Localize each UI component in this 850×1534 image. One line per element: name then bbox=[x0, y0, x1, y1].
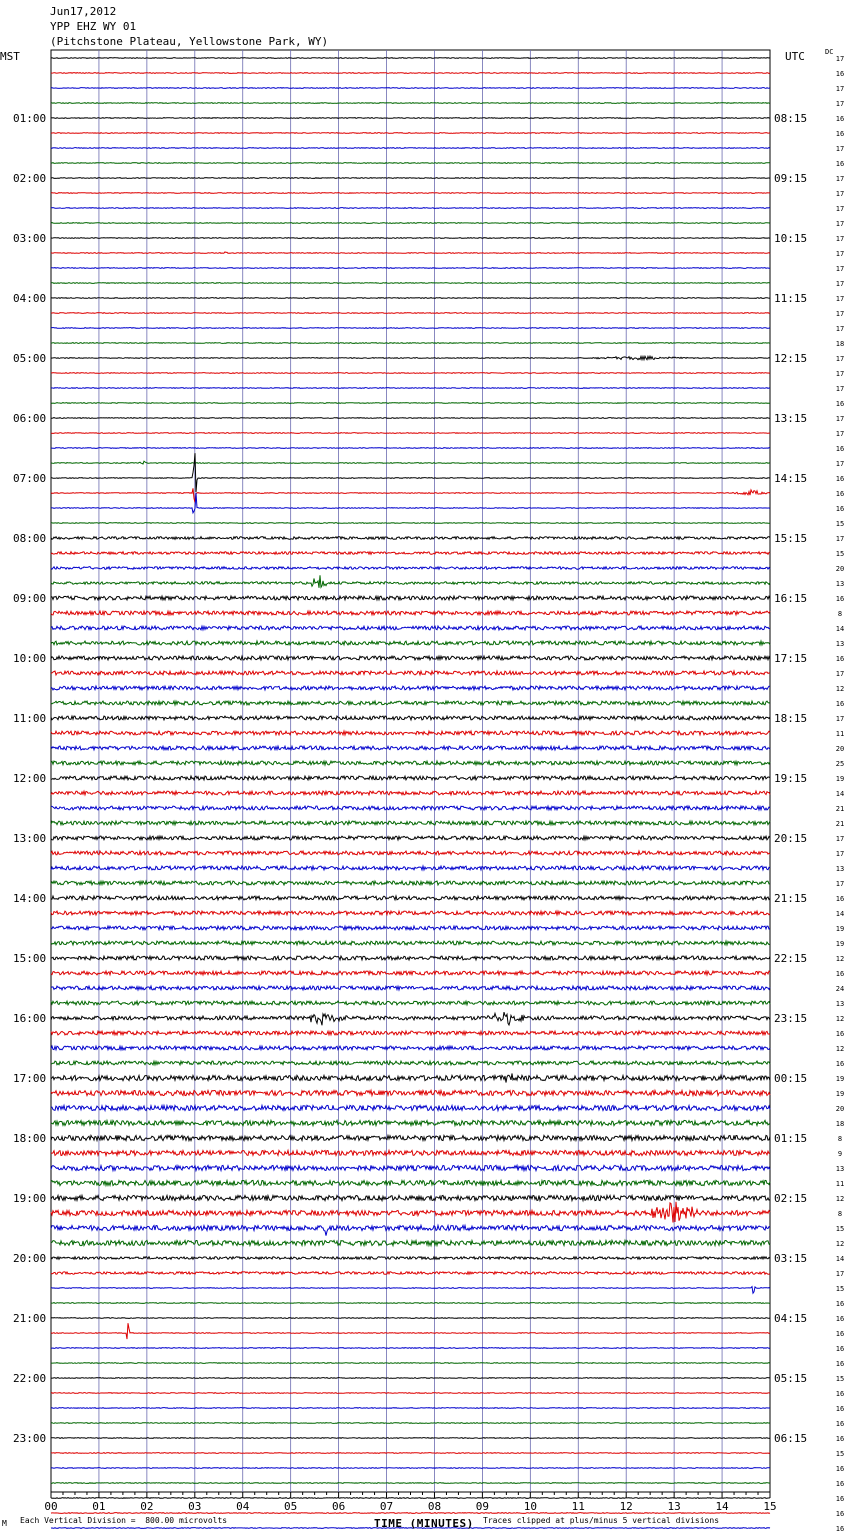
dc-offset-label: 20 bbox=[835, 1105, 845, 1113]
trace-line bbox=[51, 1202, 770, 1223]
trace-line bbox=[51, 552, 770, 555]
dc-offset-label: 12 bbox=[835, 685, 845, 693]
dc-offset-label: 16 bbox=[835, 1510, 845, 1518]
trace-line bbox=[51, 1031, 770, 1035]
trace-line bbox=[51, 731, 770, 735]
right-hour-label: 18:15 bbox=[774, 712, 808, 725]
dc-offset-label: 16 bbox=[835, 1480, 845, 1488]
trace-line bbox=[51, 388, 770, 389]
dc-offset-label: 17 bbox=[835, 295, 845, 303]
right-hour-label: 00:15 bbox=[774, 1072, 808, 1085]
dc-offset-label: 16 bbox=[835, 1360, 845, 1368]
x-tick-label: 01 bbox=[92, 1500, 106, 1513]
trace-line bbox=[51, 1001, 770, 1005]
trace-line bbox=[51, 896, 770, 900]
dc-offset-label: 12 bbox=[835, 1240, 845, 1248]
dc-offset-label: 16 bbox=[835, 1435, 845, 1443]
right-hour-label: 22:15 bbox=[774, 952, 808, 965]
trace-line bbox=[51, 926, 770, 930]
trace-line bbox=[51, 523, 770, 524]
right-hour-label: 03:15 bbox=[774, 1252, 808, 1265]
trace-line bbox=[51, 1257, 770, 1260]
dc-offset-label: 16 bbox=[835, 700, 845, 708]
trace-line bbox=[51, 1438, 770, 1439]
trace-line bbox=[51, 1287, 770, 1294]
right-hour-label: 19:15 bbox=[774, 772, 808, 785]
trace-line bbox=[51, 163, 770, 164]
dc-offset-label: 14 bbox=[835, 910, 845, 918]
trace-line bbox=[51, 575, 770, 588]
dc-offset-label: 20 bbox=[835, 745, 845, 753]
left-timezone-label: MST bbox=[0, 50, 20, 63]
dc-offset-label: 14 bbox=[835, 1255, 845, 1263]
left-hour-label: 10:00 bbox=[13, 652, 47, 665]
x-tick-label: 15 bbox=[763, 1500, 777, 1513]
trace-line bbox=[51, 1348, 770, 1349]
right-hour-label: 05:15 bbox=[774, 1372, 808, 1385]
trace-line bbox=[51, 686, 770, 690]
trace-line bbox=[51, 956, 770, 960]
dc-offset-label: 16 bbox=[835, 895, 845, 903]
dc-offset-label: 17 bbox=[835, 415, 845, 423]
dc-offset-label: 21 bbox=[835, 820, 845, 828]
dc-offset-label: 17 bbox=[835, 220, 845, 228]
trace-line bbox=[51, 1468, 770, 1469]
trace-line bbox=[51, 118, 770, 119]
dc-offset-label: 17 bbox=[835, 85, 845, 93]
trace-line bbox=[51, 1363, 770, 1364]
left-hour-label: 05:00 bbox=[13, 352, 47, 365]
trace-line bbox=[51, 73, 770, 74]
right-hour-label: 14:15 bbox=[774, 472, 808, 485]
trace-line bbox=[51, 88, 770, 89]
trace-line bbox=[51, 881, 770, 885]
trace-line bbox=[51, 103, 770, 104]
dc-offset-label: 16 bbox=[835, 1495, 845, 1503]
trace-line bbox=[51, 701, 770, 705]
trace-line bbox=[51, 208, 770, 209]
left-hour-label: 03:00 bbox=[13, 232, 47, 245]
trace-line bbox=[51, 1318, 770, 1319]
dc-offset-label: 16 bbox=[835, 1330, 845, 1338]
trace-line bbox=[51, 403, 770, 404]
trace-line bbox=[51, 851, 770, 855]
dc-offset-label: 16 bbox=[835, 1525, 845, 1533]
dc-offset-label: 16 bbox=[835, 1060, 845, 1068]
right-hour-label: 10:15 bbox=[774, 232, 808, 245]
right-hour-label: 06:15 bbox=[774, 1432, 808, 1445]
dc-offset-label: 19 bbox=[835, 1090, 845, 1098]
dc-offset-label: 17 bbox=[835, 205, 845, 213]
dc-offset-label: 13 bbox=[835, 865, 845, 873]
dc-offset-label: 15 bbox=[835, 1285, 845, 1293]
trace-line bbox=[51, 1105, 770, 1110]
dc-offset-label: 16 bbox=[835, 1030, 845, 1038]
station-location: (Pitchstone Plateau, Yellowstone Park, WY) bbox=[50, 35, 329, 48]
trace-line bbox=[51, 148, 770, 149]
right-hour-label: 23:15 bbox=[774, 1012, 808, 1025]
dc-offset-label: 19 bbox=[835, 1075, 845, 1083]
trace-line bbox=[51, 298, 770, 299]
trace-line bbox=[51, 537, 770, 540]
trace-line bbox=[51, 1046, 770, 1050]
trace-line bbox=[51, 268, 770, 269]
dc-offset-label: 12 bbox=[835, 1195, 845, 1203]
trace-line bbox=[51, 448, 770, 449]
footer-mark: M bbox=[2, 1519, 7, 1528]
dc-offset-label: 17 bbox=[835, 1270, 845, 1278]
dc-offset-label: 14 bbox=[835, 790, 845, 798]
trace-line bbox=[51, 971, 770, 975]
x-tick-label: 00 bbox=[44, 1500, 58, 1513]
dc-offset-label: 12 bbox=[835, 955, 845, 963]
dc-offset-label: 25 bbox=[835, 760, 845, 768]
x-tick-label: 03 bbox=[188, 1500, 202, 1513]
dc-offset-label: 13 bbox=[835, 580, 845, 588]
x-tick-label: 05 bbox=[284, 1500, 298, 1513]
dc-offset-label: 12 bbox=[835, 1045, 845, 1053]
dc-offset-label: 20 bbox=[835, 565, 845, 573]
trace-line bbox=[51, 671, 770, 675]
dc-offset-label: 17 bbox=[835, 385, 845, 393]
dc-offset-label: 9 bbox=[837, 1150, 843, 1158]
scale-note: Each Vertical Division = 800.00 microvolts bbox=[20, 1516, 228, 1525]
trace-line bbox=[51, 493, 770, 513]
left-hour-label: 12:00 bbox=[13, 772, 47, 785]
right-hour-label: 01:15 bbox=[774, 1132, 808, 1145]
dc-offset-label: 18 bbox=[835, 340, 845, 348]
dc-offset-label: 16 bbox=[835, 445, 845, 453]
left-hour-label: 11:00 bbox=[13, 712, 47, 725]
trace-line bbox=[51, 1483, 770, 1484]
dc-offset-label: 16 bbox=[835, 115, 845, 123]
trace-line bbox=[51, 1408, 770, 1409]
trace-line bbox=[51, 1513, 770, 1514]
dc-offset-label: 13 bbox=[835, 1165, 845, 1173]
dc-offset-label: 16 bbox=[835, 490, 845, 498]
trace-line bbox=[51, 656, 770, 660]
dc-offset-label: 12 bbox=[835, 1015, 845, 1023]
dc-offset-label: 17 bbox=[835, 190, 845, 198]
trace-line bbox=[51, 238, 770, 239]
dc-offset-label: 17 bbox=[835, 55, 845, 63]
trace-line bbox=[51, 1180, 770, 1185]
right-hour-label: 15:15 bbox=[774, 532, 808, 545]
trace-line bbox=[51, 133, 770, 134]
trace-line bbox=[51, 1423, 770, 1424]
dc-offset-label: 19 bbox=[835, 940, 845, 948]
dc-offset-label: 17 bbox=[835, 535, 845, 543]
dc-offset-label: 16 bbox=[835, 970, 845, 978]
trace-line bbox=[51, 941, 770, 945]
trace-line bbox=[51, 1150, 770, 1155]
left-hour-label: 06:00 bbox=[13, 412, 47, 425]
trace-line bbox=[51, 1135, 770, 1140]
trace-line bbox=[51, 313, 770, 314]
left-hour-label: 07:00 bbox=[13, 472, 47, 485]
dc-offset-label: 16 bbox=[835, 130, 845, 138]
right-hour-label: 13:15 bbox=[774, 412, 808, 425]
dc-offset-label: 16 bbox=[835, 70, 845, 78]
trace-line bbox=[51, 1303, 770, 1304]
dc-offset-label: 16 bbox=[835, 595, 845, 603]
trace-line bbox=[51, 283, 770, 284]
trace-line bbox=[51, 596, 770, 600]
right-hour-label: 02:15 bbox=[774, 1192, 808, 1205]
trace-line bbox=[51, 836, 770, 840]
trace-line bbox=[51, 567, 770, 570]
x-axis-label: TIME (MINUTES) bbox=[374, 1517, 474, 1530]
x-tick-label: 09 bbox=[475, 1500, 490, 1513]
trace-line bbox=[51, 776, 770, 780]
dc-offset-label: 21 bbox=[835, 805, 845, 813]
trace-line bbox=[51, 1378, 770, 1379]
trace-line bbox=[51, 1272, 770, 1275]
right-hour-label: 04:15 bbox=[774, 1312, 808, 1325]
dc-offset-label: 17 bbox=[835, 715, 845, 723]
dc-offset-label: 16 bbox=[835, 1405, 845, 1413]
trace-line bbox=[51, 461, 770, 464]
dc-offset-label: 17 bbox=[835, 355, 845, 363]
x-tick-label: 12 bbox=[619, 1500, 633, 1513]
trace-line bbox=[51, 1498, 770, 1499]
trace-line bbox=[51, 1225, 770, 1235]
left-hour-label: 04:00 bbox=[13, 292, 47, 305]
left-hour-label: 02:00 bbox=[13, 172, 47, 185]
left-hour-label: 16:00 bbox=[13, 1012, 47, 1025]
dc-offset-label: 16 bbox=[835, 1465, 845, 1473]
x-tick-label: 14 bbox=[715, 1500, 729, 1513]
dc-offset-label: 16 bbox=[835, 1420, 845, 1428]
trace-line bbox=[51, 193, 770, 194]
right-timezone-label: UTC bbox=[785, 50, 805, 63]
dc-offset-label: 17 bbox=[835, 280, 845, 288]
dc-offset-label: 17 bbox=[835, 235, 845, 243]
trace-line bbox=[51, 488, 770, 502]
trace-line bbox=[51, 1323, 770, 1339]
x-tick-label: 07 bbox=[379, 1500, 394, 1513]
dc-offset-label: 14 bbox=[835, 625, 845, 633]
right-hour-label: 20:15 bbox=[774, 832, 808, 845]
trace-line bbox=[51, 252, 770, 254]
left-hour-label: 20:00 bbox=[13, 1252, 47, 1265]
trace-line bbox=[51, 1061, 770, 1065]
x-tick-label: 11 bbox=[571, 1500, 585, 1513]
trace-line bbox=[51, 1393, 770, 1394]
trace-line bbox=[51, 626, 770, 630]
dc-offset-label: 17 bbox=[835, 310, 845, 318]
trace-line bbox=[51, 343, 770, 344]
dc-offset-label: 17 bbox=[835, 670, 845, 678]
dc-offset-label: 15 bbox=[835, 520, 845, 528]
dc-offset-label: 17 bbox=[835, 325, 845, 333]
chart-date: Jun17,2012 bbox=[50, 5, 117, 18]
trace-line bbox=[51, 433, 770, 434]
x-tick-label: 10 bbox=[523, 1500, 537, 1513]
trace-line bbox=[51, 58, 770, 59]
trace-line bbox=[51, 641, 770, 645]
dc-offset-label: 13 bbox=[835, 1000, 845, 1008]
trace-line bbox=[51, 1195, 770, 1200]
right-hour-label: 17:15 bbox=[774, 652, 808, 665]
dc-offset-label: 17 bbox=[835, 835, 845, 843]
dc-offset-label: 17 bbox=[835, 880, 845, 888]
dc-offset-label: 16 bbox=[835, 505, 845, 513]
left-hour-label: 17:00 bbox=[13, 1072, 47, 1085]
trace-line bbox=[51, 1120, 770, 1125]
dc-offset-label: 15 bbox=[835, 1375, 845, 1383]
trace-line bbox=[51, 761, 770, 765]
left-hour-label: 13:00 bbox=[13, 832, 47, 845]
dc-offset-label: 16 bbox=[835, 1300, 845, 1308]
trace-line bbox=[51, 356, 770, 360]
trace-line bbox=[51, 911, 770, 915]
station-code: YPP EHZ WY 01 bbox=[50, 20, 137, 33]
dc-offset-label: 15 bbox=[835, 1450, 845, 1458]
dc-offset-label: 17 bbox=[835, 145, 845, 153]
trace-line bbox=[51, 1453, 770, 1454]
trace-line bbox=[51, 716, 770, 720]
dc-offset-label: 19 bbox=[835, 775, 845, 783]
dc-offset-label: 17 bbox=[835, 100, 845, 108]
trace-line bbox=[51, 223, 770, 224]
left-hour-label: 01:00 bbox=[13, 112, 47, 125]
clip-note: Traces clipped at plus/minus 5 vertical divisions bbox=[483, 1516, 720, 1525]
trace-line bbox=[51, 1074, 770, 1083]
trace-line bbox=[51, 453, 770, 492]
dc-offset-label: 11 bbox=[835, 730, 845, 738]
dc-offset-label: 17 bbox=[835, 370, 845, 378]
left-hour-label: 19:00 bbox=[13, 1192, 47, 1205]
left-hour-label: 09:00 bbox=[13, 592, 47, 605]
left-hour-label: 22:00 bbox=[13, 1372, 47, 1385]
dc-offset-label: 8 bbox=[837, 1210, 843, 1218]
dc-offset-label: 17 bbox=[835, 175, 845, 183]
left-hour-label: 08:00 bbox=[13, 532, 47, 545]
plot-frame bbox=[51, 50, 770, 1492]
trace-line bbox=[51, 746, 770, 750]
left-hour-label: 15:00 bbox=[13, 952, 47, 965]
trace-line bbox=[51, 1090, 770, 1095]
x-tick-label: 13 bbox=[667, 1500, 681, 1513]
x-tick-label: 04 bbox=[236, 1500, 250, 1513]
dc-offset-label: 17 bbox=[835, 850, 845, 858]
right-hour-label: 08:15 bbox=[774, 112, 808, 125]
trace-line bbox=[51, 1012, 770, 1025]
dc-offset-label: 15 bbox=[835, 1225, 845, 1233]
dc-offset-label: 24 bbox=[835, 985, 845, 993]
dc-offset-label: 16 bbox=[835, 475, 845, 483]
dc-offset-label: 17 bbox=[835, 460, 845, 468]
dc-offset-label: 16 bbox=[835, 160, 845, 168]
right-hour-label: 11:15 bbox=[774, 292, 808, 305]
right-hour-label: 21:15 bbox=[774, 892, 808, 905]
trace-line bbox=[51, 791, 770, 795]
trace-line bbox=[51, 1240, 770, 1245]
trace-line bbox=[51, 821, 770, 825]
dc-offset-label: 17 bbox=[835, 265, 845, 273]
dc-offset-label: 15 bbox=[835, 550, 845, 558]
x-tick-label: 06 bbox=[331, 1500, 346, 1513]
trace-line bbox=[51, 866, 770, 870]
dc-offset-label: 13 bbox=[835, 640, 845, 648]
dc-offset-label: 17 bbox=[835, 430, 845, 438]
dc-offset-label: 11 bbox=[835, 1180, 845, 1188]
trace-line bbox=[51, 373, 770, 374]
trace-line bbox=[51, 328, 770, 329]
right-hour-label: 16:15 bbox=[774, 592, 808, 605]
trace-line bbox=[51, 986, 770, 990]
left-hour-label: 23:00 bbox=[13, 1432, 47, 1445]
left-hour-label: 21:00 bbox=[13, 1312, 47, 1325]
left-hour-label: 18:00 bbox=[13, 1132, 47, 1145]
right-hour-label: 09:15 bbox=[774, 172, 808, 185]
dc-offset-label: 16 bbox=[835, 655, 845, 663]
dc-label: DC bbox=[825, 48, 834, 56]
trace-line bbox=[51, 178, 770, 179]
dc-offset-label: 8 bbox=[837, 610, 843, 618]
dc-offset-label: 18 bbox=[835, 1120, 845, 1128]
right-hour-label: 12:15 bbox=[774, 352, 808, 365]
dc-offset-label: 17 bbox=[835, 250, 845, 258]
dc-offset-label: 19 bbox=[835, 925, 845, 933]
dc-offset-label: 16 bbox=[835, 1390, 845, 1398]
trace-line bbox=[51, 806, 770, 810]
dc-offset-label: 8 bbox=[837, 1135, 843, 1143]
dc-offset-label: 16 bbox=[835, 400, 845, 408]
trace-line bbox=[51, 1165, 770, 1170]
dc-offset-label: 16 bbox=[835, 1315, 845, 1323]
dc-offset-label: 16 bbox=[835, 1345, 845, 1353]
x-tick-label: 08 bbox=[427, 1500, 442, 1513]
left-hour-label: 14:00 bbox=[13, 892, 47, 905]
x-tick-label: 02 bbox=[140, 1500, 154, 1513]
trace-line bbox=[51, 611, 770, 615]
trace-line bbox=[51, 418, 770, 419]
